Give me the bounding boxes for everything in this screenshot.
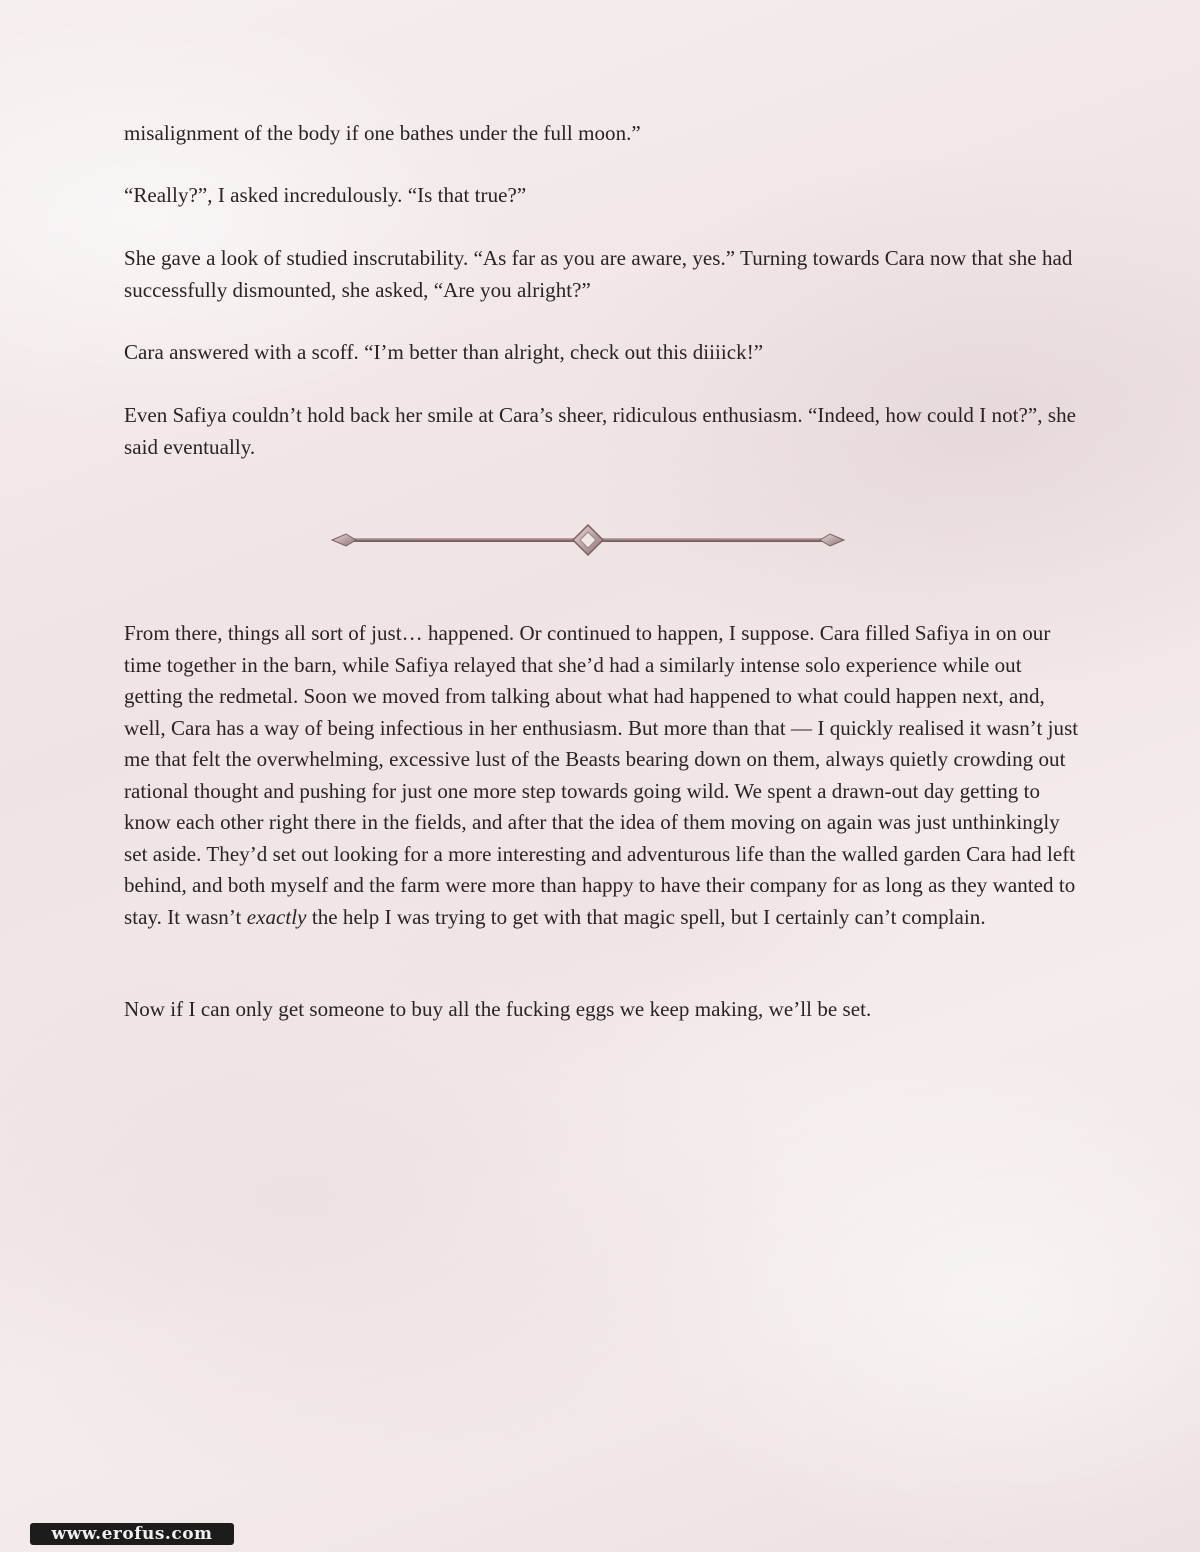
paragraph-6-emphasis: exactly [246, 904, 307, 929]
paragraph-3: She gave a look of studied inscrutability. “As far as you are aware, yes.” Turning towards Cara now that she had successfully dismounted, she asked, “Are you alright?” [124, 246, 1073, 302]
paragraph-6 [124, 618, 1084, 933]
paragraph-7: Now if I can only get someone to buy all the fucking eggs we keep making, we’ll be set. [124, 997, 872, 1021]
paragraph-2: “Really?”, I asked incredulously. “Is that true?” [124, 183, 527, 207]
divider-left-tip [332, 534, 356, 546]
section-divider-ornament [330, 522, 846, 558]
paragraph-4: Cara answered with a scoff. “I’m better than alright, check out this diiiick!” [124, 340, 764, 364]
divider-right-tip [820, 534, 844, 546]
watermark-badge: www.erofus.com [30, 1523, 234, 1545]
paragraph-5: Even Safiya couldn’t hold back her smile at Cara’s sheer, ridiculous enthusiasm. “Indeed, how could I not?”, she said eventually. [124, 403, 1077, 459]
paragraph-1: misalignment of the body if one bathes under the full moon.” [124, 121, 641, 145]
paragraph-6-text-end: the help I was trying to get with that magic spell, but I certainly can’t complain. [306, 904, 986, 929]
paragraph-6-text-start: From there, things all sort of just… happened. Or continued to happen, I suppose. Cara filled Safiya in on our time together in the barn, while Safiya relayed that she’d had a similarly intense solo experience while out getting the redmetal. Soon we moved from talking about what had happened to what could happen next, and, well, Cara has a way of being infectious in her enthusiasm. But more than that — I quickly realised it wasn’t just me that felt the overwhelming, excessive lust of the Beasts bearing down on them, always quietly crowding out rational thought and pushing for just one more step towards going wild. We spent a drawn-out day getting to know each other right there in the fields, and after that the idea of them moving on again was just unthinkingly set aside. They’d set out looking for a more interesting and adventurous life than the walled garden Cara had left behind, and both myself and the farm were more than happy to have their company for as long as they wanted to stay. It wasn’t [124, 621, 1079, 929]
